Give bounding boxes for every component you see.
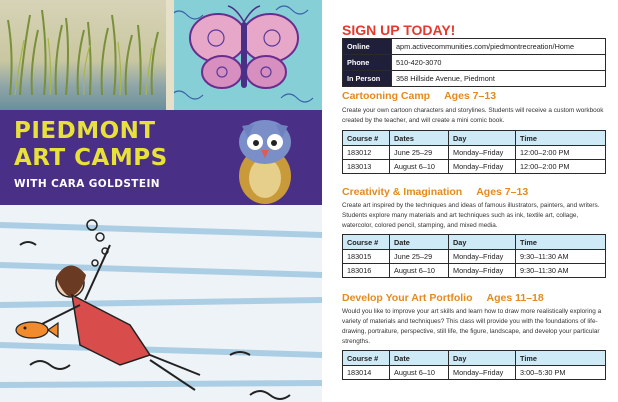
signup-address: 358 Hillside Avenue, Piedmont [392, 71, 606, 87]
table-header-row [343, 351, 606, 366]
page-title [14, 118, 168, 172]
table-cell: 12:00–2:00 PM [516, 160, 606, 174]
column-header: Date [390, 235, 449, 250]
table-cell: Monday–Friday [449, 146, 516, 160]
column-header: Time [516, 131, 606, 146]
table-cell: 183016 [343, 264, 390, 278]
schedule-table-portfolio [342, 350, 606, 380]
signup-row [343, 55, 606, 71]
column-header: Time [516, 235, 606, 250]
section-description: Would you like to improve your art skills and learn how to draw more realistically exploring a variety of materials and techniques? This class will provide you with the foundations of life-drawing, portraiture, perspective, still life, the figure, landscape, and develop your particular strengths. [342, 308, 602, 345]
table-row [343, 160, 606, 174]
table-cell: 12:00–2:00 PM [516, 146, 606, 160]
table-cell: 9:30–11:30 AM [516, 250, 606, 264]
table-cell: June 25–29 [390, 146, 449, 160]
section-name: Creativity & Imagination [342, 186, 463, 198]
table-cell: August 6–10 [390, 366, 449, 380]
table-cell: 183014 [343, 366, 390, 380]
section-description: Create your own cartoon characters and storylines. Students will receive a custom workbook created by the teacher, and will create a mini comic book. [342, 107, 604, 124]
section-title-creativity [342, 186, 528, 198]
table-cell: 183013 [343, 160, 390, 174]
butterfly-drawing [166, 0, 322, 110]
column-header: Course # [343, 351, 390, 366]
signup-url-link[interactable]: apm.activecommunities.com/piedmontrecreation/Home [392, 39, 606, 55]
column-header: Time [516, 351, 606, 366]
grass-painting [0, 0, 166, 110]
table-cell: August 6–10 [390, 264, 449, 278]
column-header: Day [449, 235, 516, 250]
column-header: Date [390, 351, 449, 366]
table-row [343, 366, 606, 380]
section-name: Develop Your Art Portfolio [342, 292, 473, 304]
table-cell: Monday–Friday [449, 250, 516, 264]
signup-heading: SIGN UP TODAY! [342, 22, 456, 38]
signup-label: Online [343, 39, 392, 55]
table-header-row [343, 235, 606, 250]
signup-phone-link[interactable]: 510-420-3070 [392, 55, 606, 71]
signup-table [342, 38, 606, 87]
table-cell: Monday–Friday [449, 264, 516, 278]
butterfly-painting [166, 0, 322, 110]
signup-row [343, 71, 606, 87]
column-header: Day [449, 351, 516, 366]
table-cell: Monday–Friday [449, 366, 516, 380]
schedule-table-cartooning [342, 130, 606, 174]
table-cell: June 25–29 [390, 250, 449, 264]
signup-label: Phone [343, 55, 392, 71]
table-cell: 9:30–11:30 AM [516, 264, 606, 278]
signup-row [343, 39, 606, 55]
title-line-1: PIEDMONT [14, 118, 156, 144]
column-header: Day [449, 131, 516, 146]
column-header: Dates [390, 131, 449, 146]
column-header: Course # [343, 235, 390, 250]
table-cell: 183012 [343, 146, 390, 160]
section-title-cartooning [342, 90, 496, 102]
grass-strokes [0, 0, 166, 110]
table-cell: Monday–Friday [449, 160, 516, 174]
table-cell: 183015 [343, 250, 390, 264]
table-header-row [343, 131, 606, 146]
section-name: Cartooning Camp [342, 90, 431, 102]
column-header: Course # [343, 131, 390, 146]
title-line-2: ART CAMPS [14, 145, 168, 171]
info-panel [332, 0, 612, 402]
owl-sculpture-image [228, 114, 302, 206]
child-drawing [0, 205, 322, 402]
signup-label: In Person [343, 71, 392, 87]
section-title-portfolio [342, 292, 544, 304]
instructor-subtitle: WITH CARA GOLDSTEIN [14, 178, 160, 190]
table-row [343, 146, 606, 160]
table-row [343, 264, 606, 278]
table-cell: August 6–10 [390, 160, 449, 174]
swimmer-drawing [0, 205, 322, 402]
schedule-table-creativity [342, 234, 606, 278]
section-ages: Ages 7–13 [444, 90, 497, 102]
section-description: Create art inspired by the techniques and ideas of famous illustrators, painters, and writers. Students explore many materials and art techniques such as ink, textile art, collage, watercolor, colored pencil, stamping, and mixed media. [342, 202, 600, 229]
section-ages: Ages 11–18 [486, 292, 544, 304]
table-row [343, 250, 606, 264]
table-cell: 3:00–5:30 PM [516, 366, 606, 380]
section-ages: Ages 7–13 [476, 186, 529, 198]
